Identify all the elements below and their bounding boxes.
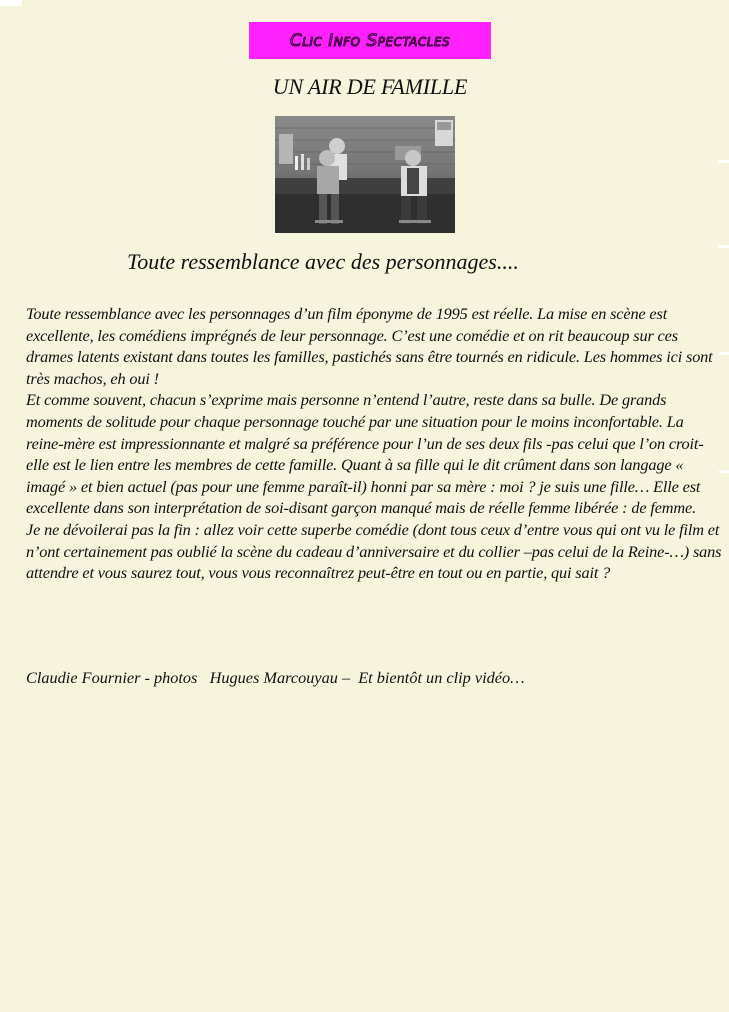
edge-decoration — [719, 160, 729, 163]
site-banner-label: Clic Info Spectacles — [289, 30, 451, 51]
article-paragraph: Je ne dévoilerai pas la fin : allez voir cette superbe comédie (dont tous ceux d’entre vous qui ont vu le film et n’ont certainement pas oublié la scène du cadeau d’anniversaire et du collier –pas celui de la Reine-…) sans attendre et vous saurez tout, vous vous reconnaîtrez peut-être en tout ou en partie, qui sait ? — [26, 519, 722, 583]
article-body — [26, 303, 724, 584]
edge-decoration — [719, 245, 729, 248]
page-title: UN AIR DE FAMILLE — [272, 74, 468, 99]
stage-photo — [275, 116, 455, 233]
article-paragraph: Toute ressemblance avec les personnages d’un film éponyme de 1995 est réelle. La mise en scène est excellente, les comédiens imprégnés de leur personnage. C’est une comédie et on rit beaucoup sur ces drames latents existant dans toutes les familles, pastichés sans être tournés en ridicule. Les hommes ici sont très machos, eh oui ! — [26, 304, 713, 388]
article-subtitle: Toute ressemblance avec des personnages.... — [127, 249, 519, 274]
corner-decoration — [0, 0, 22, 6]
photo-credit: Claudie Fournier - photos Hugues Marcouyau – Et bientôt un clip vidéo… — [26, 668, 525, 687]
stage-photo-image — [275, 116, 455, 233]
site-banner-link[interactable] — [249, 22, 491, 59]
article-paragraph: Et comme souvent, chacun s’exprime mais personne n’entend l’autre, reste dans sa bulle. De grands moments de solitude pour chaque personnage touché par une situation pour le moins inconfortable. La reine-mère est impressionnante et malgré sa préférence pour l’un de ses deux fils -pas celui que l’on croit- elle est le lien entre les membres de cette famille. Quant à sa fille qui le dit crûment dans son langage « imagé » et bien actuel (pas pour une femme paraît-il) honni par sa mère : moi ? je suis une fille… Elle est excellente dans son interprétation de soi-disant garçon manqué mais de réelle femme libérée : de femme. — [26, 390, 704, 518]
